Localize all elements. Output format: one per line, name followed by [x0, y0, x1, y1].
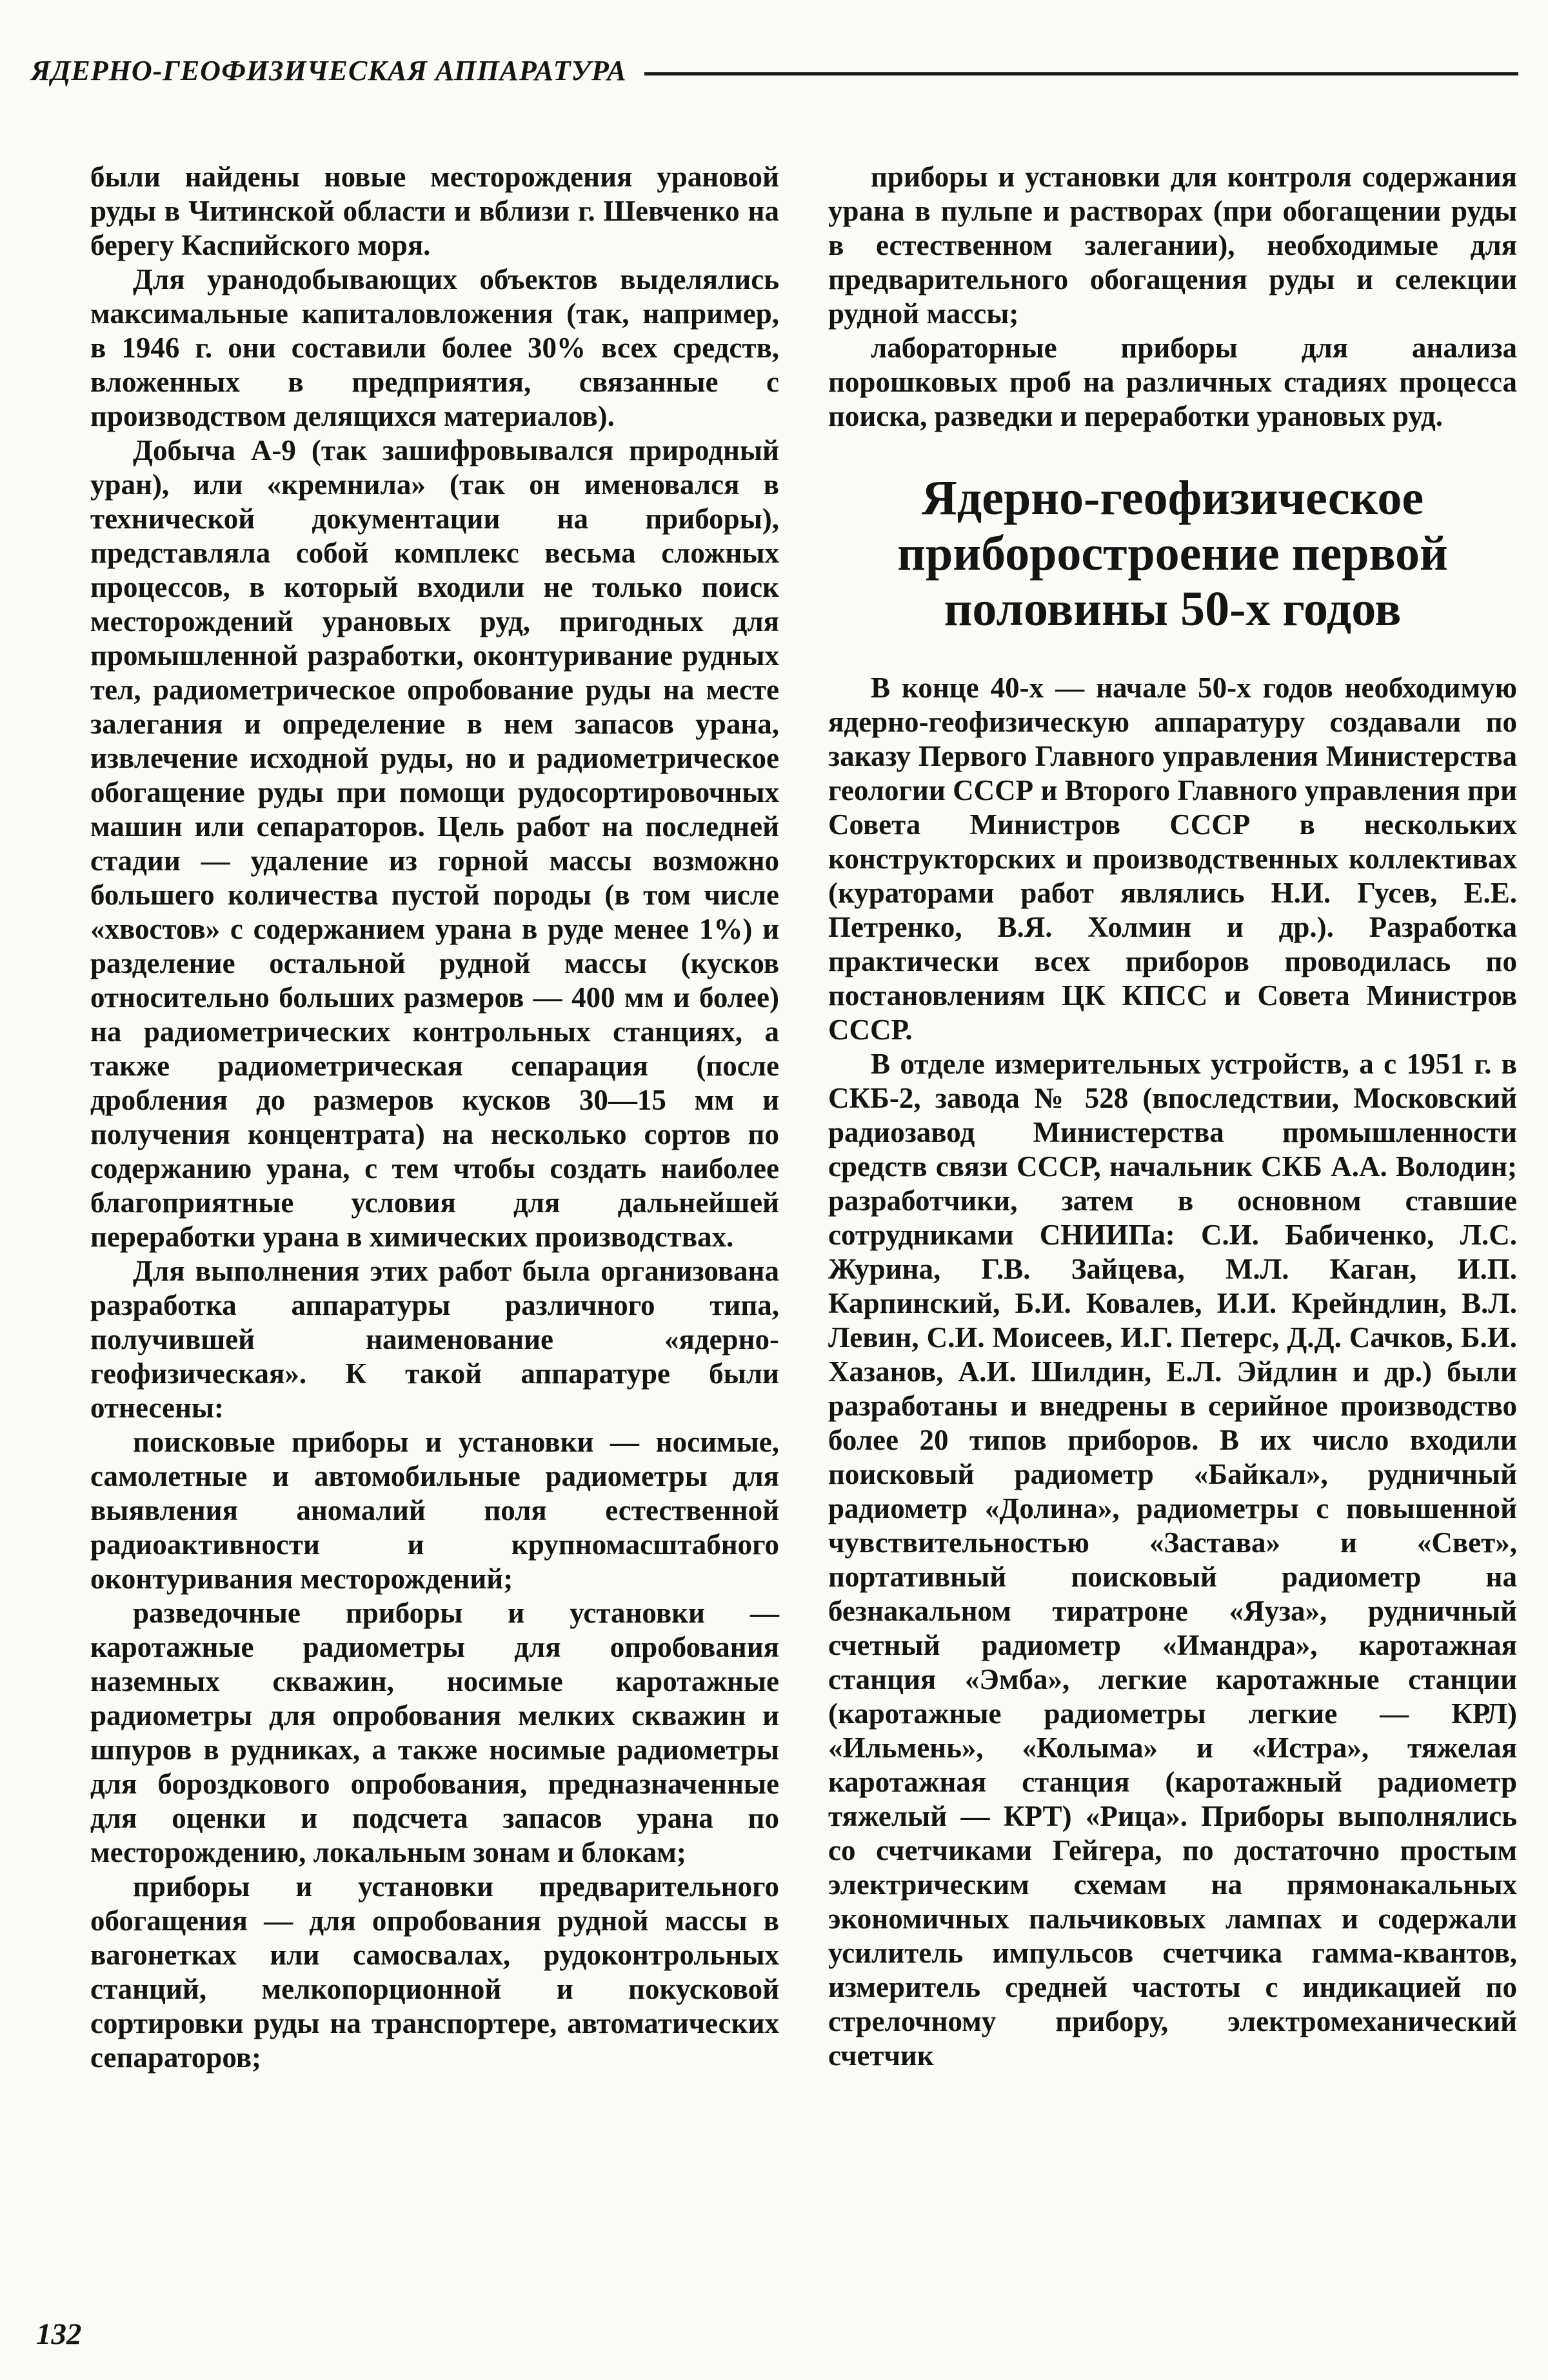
paragraph: В конце 40-х — начале 50-х годов необходимую ядерно-геофизическую аппаратуру создавали по заказу Первого Главного управления Министерства геологии СССР и Второго Главного управления при Совета Министров СССР в нескольких конструкторских и производственных коллективах (кураторами работ являлись Н.И. Гусев, Е.Е. Петренко, В.Я. Холмин и др.). Разработка практически всех приборов проводилась по постановлениям ЦК КПСС и Совета Министров СССР.	[828, 671, 1517, 1046]
header-rule	[644, 72, 1518, 75]
paragraph: поисковые приборы и установки — носимые, самолетные и автомобильные радиометры для выявления аномалий поля естественной радиоактивности и крупномасштабного оконтуривания месторождений;	[90, 1426, 779, 1595]
page-header	[31, 54, 1518, 87]
paragraph: Для выполнения этих работ была организована разработка аппаратуры различного типа, получившей наименование «ядерно-геофизическая». К такой аппаратуре были отнесены:	[90, 1255, 779, 1424]
left-column	[90, 160, 779, 2075]
section-heading: Ядерно-геофизическое приборостроение первой половины 50-х годов	[897, 471, 1448, 636]
paragraph: В отделе измерительных устройств, а с 1951 г. в СКБ-2, завода № 528 (впоследствии, Московский радиозавод Министерства промышленности средств связи СССР, начальник СКБ А.А. Володин; разработчики, затем в основном ставшие сотрудниками СНИИПа: С.И. Бабиченко, Л.С. Журина, Г.В. Зайцева, М.Л. Каган, И.П. Карпинский, Б.И. Ковалев, И.И. Крейндлин, В.Л. Левин, С.И. Моисеев, И.Г. Петерс, Д.Д. Сачков, Б.И. Хазанов, А.И. Шилдин, Е.Л. Эйдлин и др.) были разработаны и внедрены в серийное производство более 20 типов приборов. В их число входили поисковый радиометр «Байкал», рудничный радиометр «Долина», радиометры с повышенной чувствительностью «Застава» и «Свет», портативный поисковый радиометр на безнакальном тиратроне «Яуза», рудничный счетный радиометр «Имандра», каротажная станция «Эмба», легкие каротажные станции (каротажные радиометры легкие — КРЛ) «Ильмень», «Колыма» и «Истра», тяжелая каротажная станция (каротажный радиометр тяжелый — КРТ) «Рица». Приборы выполнялись со счетчиками Гейгера, по достаточно простым электрическим схемам на прямонакальных экономичных пальчиковых лампах и содержали усилитель импульсов счетчика гамма-квантов, измеритель средней частоты с индикацией по стрелочному прибору, электромеханический счетчик	[828, 1047, 1517, 2072]
paragraph: приборы и установки предварительного обогащения — для опробования рудной массы в вагонетках или самосвалах, рудоконтрольных станций, мелкопорционной и покусковой сортировки руды на транспортере, автоматических сепараторов;	[90, 1870, 779, 2074]
page-number: 132	[36, 2317, 82, 2351]
running-head: ЯДЕРНО-ГЕОФИЗИЧЕСКАЯ АППАРАТУРА	[31, 55, 627, 86]
page-footer	[36, 2317, 82, 2352]
paragraph: были найдены новые месторождения урановой руды в Читинской области и вблизи г. Шевченко на берегу Каспийского моря.	[90, 161, 779, 261]
paragraph: лабораторные приборы для анализа порошковых проб на различных стадиях процесса поиска, разведки и переработки урановых руд.	[828, 332, 1517, 432]
right-column	[828, 160, 1517, 2075]
two-column-layout	[90, 160, 1517, 2075]
paragraph: приборы и установки для контроля содержания урана в пульпе и растворах (при обогащении руды в естественном залегании), необходимые для предварительного обогащения руды и селекции рудной массы;	[828, 161, 1517, 330]
paragraph: Добыча А-9 (так зашифровывался природный уран), или «кремнила» (так он именовался в технической документации на приборы), представляла собой комплекс весьма сложных процессов, в который входили не только поиск месторождений урановых руд, пригодных для промышленной разработки, оконтуривание рудных тел, радиометрическое опробование руды на месте залегания и определение в нем запасов урана, извлечение исходной руды, но и радиометрическое обогащение руды при помощи рудосортировочных машин или сепараторов. Цель работ на последней стадии — удаление из горной массы возможно большего количества пустой породы (в том числе «хвостов» с содержанием урана в руде менее 1%) и разделение остальной рудной массы (кусков относительно больших размеров — 400 мм и более) на радиометрических контрольных станциях, а также радиометрическая сепарация (после дробления до размеров кусков 30—15 мм и получения концентрата) на несколько сортов по содержанию урана, с тем чтобы создать наиболее благоприятные условия для дальнейшей переработки урана в химических производствах.	[90, 434, 779, 1253]
paragraph: Для уранодобывающих объектов выделялись максимальные капиталовложения (так, например, в 1946 г. они составили более 30% всех средств, вложенных в предприятия, связанные с производством делящихся материалов).	[90, 263, 779, 432]
paragraph: разведочные приборы и установки — каротажные радиометры для опробования наземных скважин, носимые каротажные радиометры для опробования мелких скважин и шпуров в рудниках, а также носимые радиометры для бороздкового опробования, предназначенные для оценки и подсчета запасов урана по месторождению, локальным зонам и блокам;	[90, 1597, 779, 1868]
